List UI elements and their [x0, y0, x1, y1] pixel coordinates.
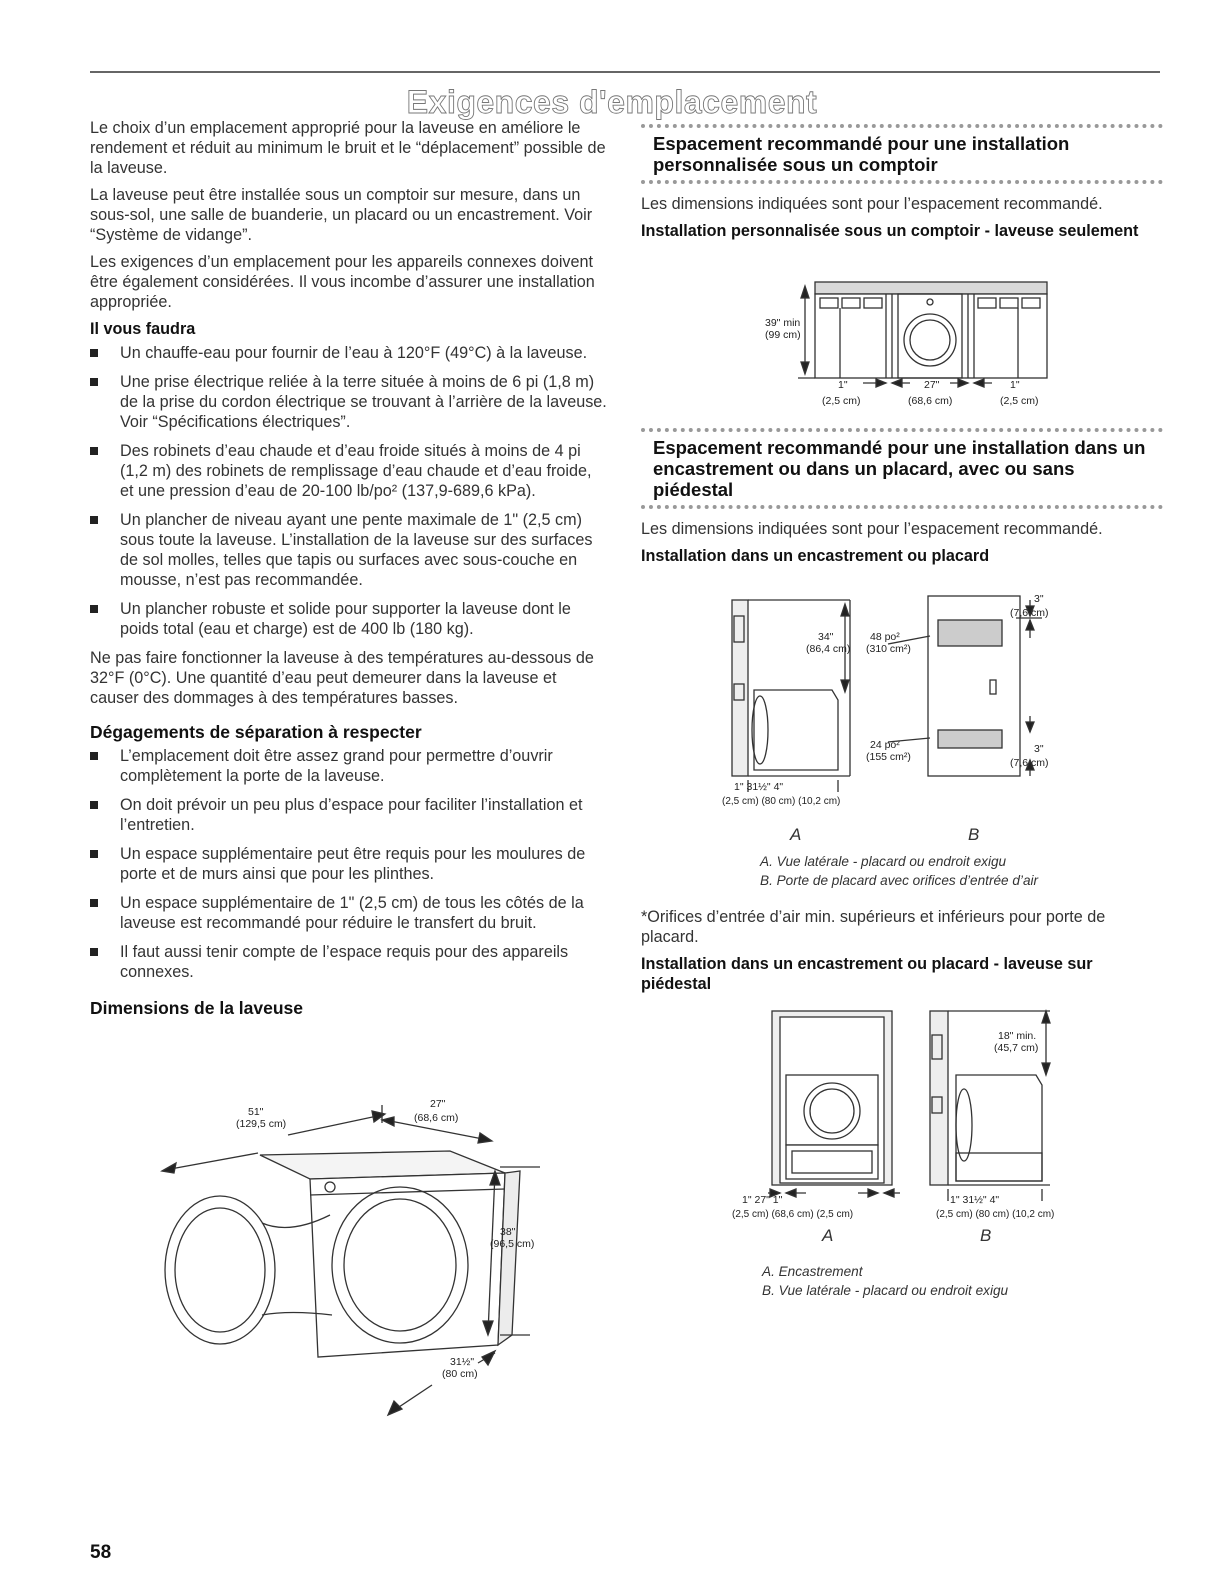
- side-cm-label: (2,5 cm): [1000, 395, 1039, 407]
- list-item: Une prise électrique reliée à la terre située à moins de 6 pi (1,8 m) de la prise du cordon électrique se trouvant à l’arrière de la laveuse. Voir “Spécifications électriques”.: [90, 372, 608, 432]
- figure-caption: A. Vue latérale - placard ou endroit exigu: [760, 854, 1007, 869]
- side-dims-label: 1" 31½" 4": [950, 1194, 1000, 1206]
- side-dims-label: 1" 31½" 4": [734, 781, 784, 793]
- page-number: 58: [90, 1542, 112, 1563]
- height-in-label: 38": [500, 1226, 516, 1238]
- width-in-label: 27": [430, 1098, 446, 1110]
- right-column: [641, 118, 1163, 245]
- bottom-vent-cm-label: (155 cm²): [866, 751, 911, 763]
- label-b: B: [968, 825, 980, 844]
- top-clearance-cm-label: (45,7 cm): [994, 1042, 1039, 1054]
- depth-in-label: 51": [248, 1106, 264, 1118]
- cabinet-in-label: 31½": [450, 1356, 475, 1368]
- list-item: Un chauffe-eau pour fournir de l’eau à 120°F (49°C) à la laveuse.: [90, 343, 608, 363]
- dimensions-heading: Dimensions de la laveuse: [90, 998, 304, 1018]
- recess-dims-label: 1" 27" 1": [742, 1194, 783, 1206]
- subsection-heading: Installation personnalisée sous un comptoir - laveuse seulement: [641, 222, 1139, 240]
- recess-dims-cm-label: (2,5 cm) (68,6 cm) (2,5 cm): [732, 1209, 854, 1220]
- right-column-section-2: [641, 420, 1163, 570]
- top-gap-cm-label: (7,6 cm): [1010, 607, 1049, 619]
- list-item: Un plancher de niveau ayant une pente maximale de 1" (2,5 cm) sous toute la laveuse. L’installation de la laveuse sur des surfaces de sol molles, telles que tapis ou surfaces avec sous-couche en mousse, n’est pas recommandée.: [90, 510, 608, 590]
- list-item: On doit prévoir un peu plus d’espace pour faciliter l’installation et l’entretien.: [90, 795, 608, 835]
- figure-caption: B. Porte de placard avec orifices d’entrée d’air: [760, 873, 1039, 888]
- list-item: L’emplacement doit être assez grand pour permettre d’ouvrir complètement la porte de la laveuse.: [90, 746, 608, 786]
- subsection-heading: Installation dans un encastrement ou placard - laveuse sur piédestal: [641, 955, 1093, 993]
- width-cm-label: (68,6 cm): [908, 395, 953, 407]
- label-a: A: [822, 1226, 834, 1245]
- intro-paragraph: La laveuse peut être installée sous un comptoir sur mesure, dans un sous-sol, une salle de buanderie, un placard ou un encastrement. Voir “Système de vidange”.: [90, 186, 593, 244]
- pedestal-figure: [730, 1005, 1060, 1220]
- list-item: Des robinets d’eau chaude et d’eau froide situés à moins de 4 pi (1,2 m) des robinets de remplissage d’eau chaude et d’eau froide, et une pression d’eau de 20-100 lb/po² (137,9-689,6 kPa).: [90, 441, 608, 501]
- vent-note: *Orifices d’entrée d’air min. supérieurs et inférieurs pour porte de placard.: [641, 908, 1106, 946]
- width-cm-label: (68,6 cm): [414, 1112, 459, 1124]
- height-cm-label: (96,5 cm): [490, 1238, 535, 1250]
- side-in-label: 1": [1010, 379, 1020, 391]
- side-cm-label: (2,5 cm): [822, 395, 861, 407]
- bottom-vent-label: 24 po²: [870, 739, 900, 751]
- figure-caption: A. Encastrement: [762, 1264, 863, 1279]
- list-item: Un plancher robuste et solide pour supporter la laveuse dont le poids total (eau et charge) est de 400 lb (180 kg).: [90, 599, 608, 639]
- side-dims-cm-label: (2,5 cm) (80 cm) (10,2 cm): [722, 796, 841, 807]
- section-heading: Espacement recommandé pour une installation personnalisée sous un comptoir: [653, 133, 1070, 175]
- section-heading: Espacement recommandé pour une installation dans un encastrement ou dans un placard, avec ou sans piédestal: [653, 437, 1146, 500]
- top-gap-label: 3": [1034, 593, 1044, 605]
- dimensions-note: Les dimensions indiquées sont pour l’espacement recommandé.: [641, 195, 1103, 213]
- cabinet-cm-label: (80 cm): [442, 1368, 478, 1380]
- intro-paragraph: Les exigences d’un emplacement pour les appareils connexes doivent être également considérées. Il vous incombe d’assurer une installation appropriée.: [90, 253, 595, 311]
- height-cm-label: (99 cm): [765, 329, 801, 341]
- closet-figure: [720, 580, 1060, 820]
- label-b: B: [980, 1226, 992, 1245]
- top-clearance-label: 18" min.: [998, 1030, 1037, 1042]
- clearance-heading: Dégagements de séparation à respecter: [90, 722, 422, 742]
- list-item: Il faut aussi tenir compte de l’espace requis pour des appareils connexes.: [90, 942, 608, 982]
- height-in-label: 39" min: [765, 317, 801, 329]
- list-item: Un espace supplémentaire peut être requis pour les moulures de porte et de murs ainsi que pour les plinthes.: [90, 844, 608, 884]
- section-header: [641, 428, 1163, 509]
- list-item: Un espace supplémentaire de 1" (2,5 cm) de tous les côtés de la laveuse est recommandé pour réduire le transfert du bruit.: [90, 893, 608, 933]
- undercounter-figure: [760, 270, 1060, 410]
- height-in-label: 34": [818, 631, 834, 643]
- label-a: A: [790, 825, 802, 844]
- top-vent-cm-label: (310 cm²): [866, 643, 911, 655]
- right-column-section-3: [641, 907, 1163, 998]
- bottom-gap-label: 3": [1034, 743, 1044, 755]
- width-in-label: 27": [924, 379, 940, 391]
- page-title: Exigences d'emplacement: [406, 84, 818, 120]
- bottom-gap-cm-label: (7,6 cm): [1010, 757, 1049, 769]
- section-header: [641, 124, 1163, 184]
- top-rule: [90, 71, 1160, 73]
- clearance-list: [90, 746, 608, 982]
- left-column: [90, 118, 608, 1022]
- side-in-label: 1": [838, 379, 848, 391]
- figure-caption: B. Vue latérale - placard ou endroit exigu: [762, 1283, 1009, 1298]
- subsection-heading: Installation dans un encastrement ou placard: [641, 547, 990, 565]
- intro-paragraph: Le choix d’un emplacement approprié pour la laveuse en améliore le rendement et réduit au minimum le bruit et le “déplacement” possible de la laveuse.: [90, 119, 606, 177]
- depth-cm-label: (129,5 cm): [236, 1118, 287, 1130]
- dimensions-note: Les dimensions indiquées sont pour l’espacement recommandé.: [641, 520, 1103, 538]
- requirements-heading: Il vous faudra: [90, 320, 196, 338]
- height-cm-label: (86,4 cm): [806, 643, 851, 655]
- temperature-warning: Ne pas faire fonctionner la laveuse à des températures au-dessous de 32°F (0°C). Une quantité d’eau peut demeurer dans la laveuse et causer des dommages à des températures basses.: [90, 649, 594, 707]
- top-vent-label: 48 po²: [870, 631, 900, 643]
- washer-dimensions-figure: [150, 1095, 550, 1425]
- side-dims-cm-label: (2,5 cm) (80 cm) (10,2 cm): [936, 1209, 1055, 1220]
- requirements-list: [90, 343, 608, 639]
